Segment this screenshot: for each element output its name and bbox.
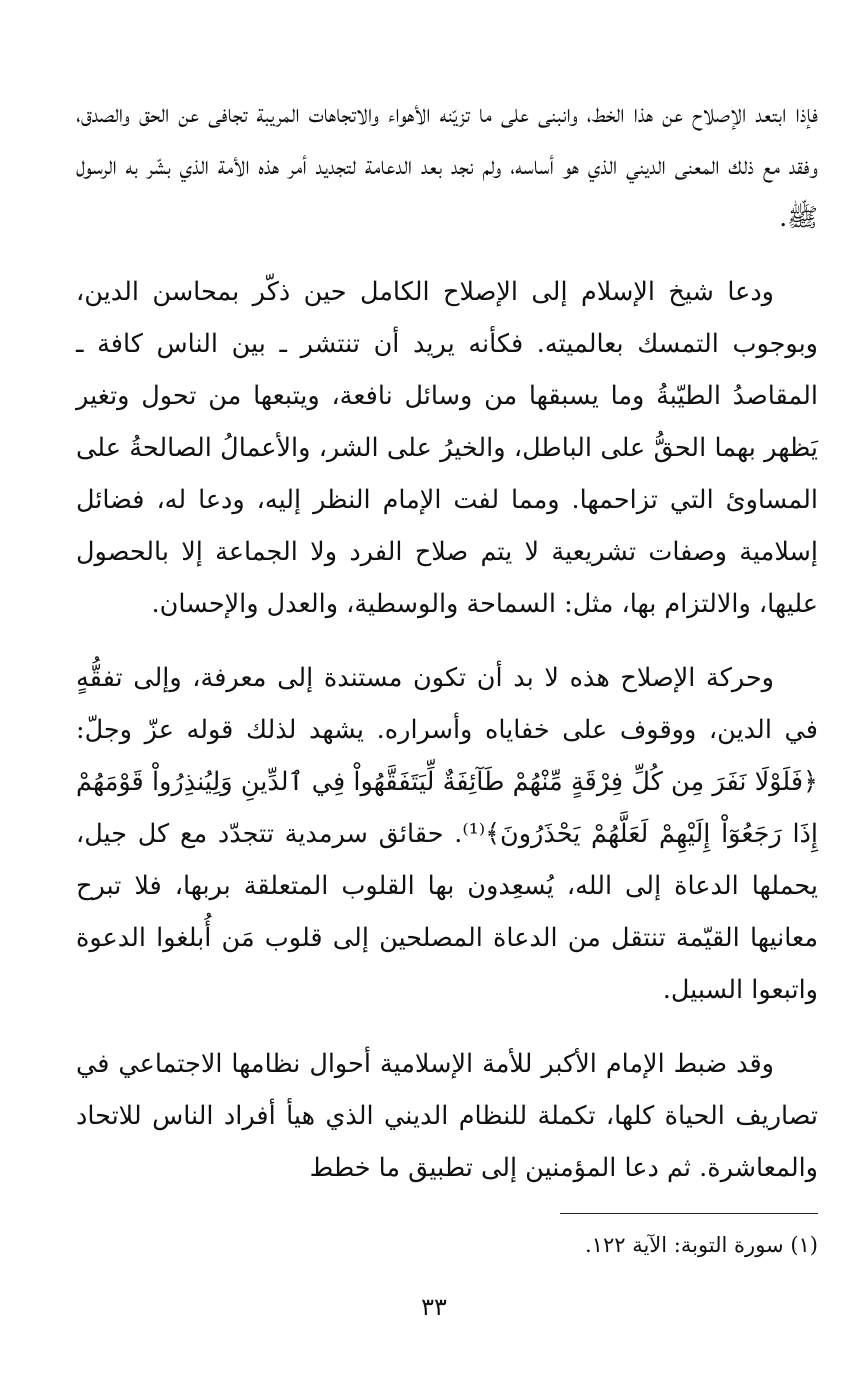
page-number: ٣٣: [421, 1293, 447, 1321]
page-body: [76, 88, 818, 1216]
footnote: (١) سورة التوبة: الآية ١٢٢.: [584, 1233, 818, 1257]
paragraph-4: وقد ضبط الإمام الأكبر للأمة الإسلامية أحوال نظامها الاجتماعي في تصاريف الحياة كلها، تكملة للنظام الديني الذي هيأ أفراد الناس للاتحاد والمعاشرة. ثم دعا المؤمنين إلى تطبيق ما خطط: [76, 1049, 818, 1183]
paragraph-3: وحركة الإصلاح هذه لا بد أن تكون مستندة إلى معرفة، وإلى تفقُّهٍ في الدين، ووقوف على خفاياه وأسراره. يشهد لذلك قوله عزّ وجلّ: ﴿فَلَوْلَا نَفَرَ مِن كُلِّ فِرْقَةٍ مِّنْهُمْ طَآئِفَةٌ لِّيَتَفَقَّهُواْ فِي ٱلدِّينِ وَلِيُنذِرُواْ قَوْمَهُمْ إِذَا رَجَعُوٓاْ إِلَيْهِمْ لَعَلَّهُمْ يَحْذَرُونَ﴾⁽¹⁾. حقائق سرمدية تتجدّد مع كل جيل، يحملها الدعاة إلى الله، يُسعِدون بها القلوب المتعلقة بربها، فلا تبرح معانيها القيّمة تنتقل من الدعاة المصلحين إلى قلوب مَن أُبلغوا الدعوة واتبعوا السبيل.: [76, 663, 818, 1005]
footnote-divider: [560, 1213, 818, 1214]
paragraph-1: فإذا ابتعد الإصلاح عن هذا الخط، وانبنى على ما تزيّنه الأهواء والاتجاهات المريبة تجافى عن الحق والصدق، وفقد مع ذلك المعنى الديني الذي هو أساسه، ولم نجد بعد الدعامة لتجديد أمر هذه الأمة الذي بشّر به الرسول ﷺ.: [76, 99, 818, 233]
paragraph-2: ودعا شيخ الإسلام إلى الإصلاح الكامل حين ذكّر بمحاسن الدين، وبوجوب التمسك بعالميته. فكأنه يريد أن تنتشر ـ بين الناس كافة ـ المقاصدُ الطيّبةُ وما يسبقها من وسائل نافعة، ويتبعها من تحول وتغير يَظهر بهما الحقُّ على الباطل، والخيرُ على الشر، والأعمالُ الصالحةُ على المساوئ التي تزاحمها. ومما لفت الإمام النظر إليه، ودعا له، فضائل إسلامية وصفات تشريعية لا يتم صلاح الفرد ولا الجماعة إلا بالحصول عليها، والالتزام بها، مثل: السماحة والوسطية، والعدل والإحسان.: [76, 277, 818, 619]
